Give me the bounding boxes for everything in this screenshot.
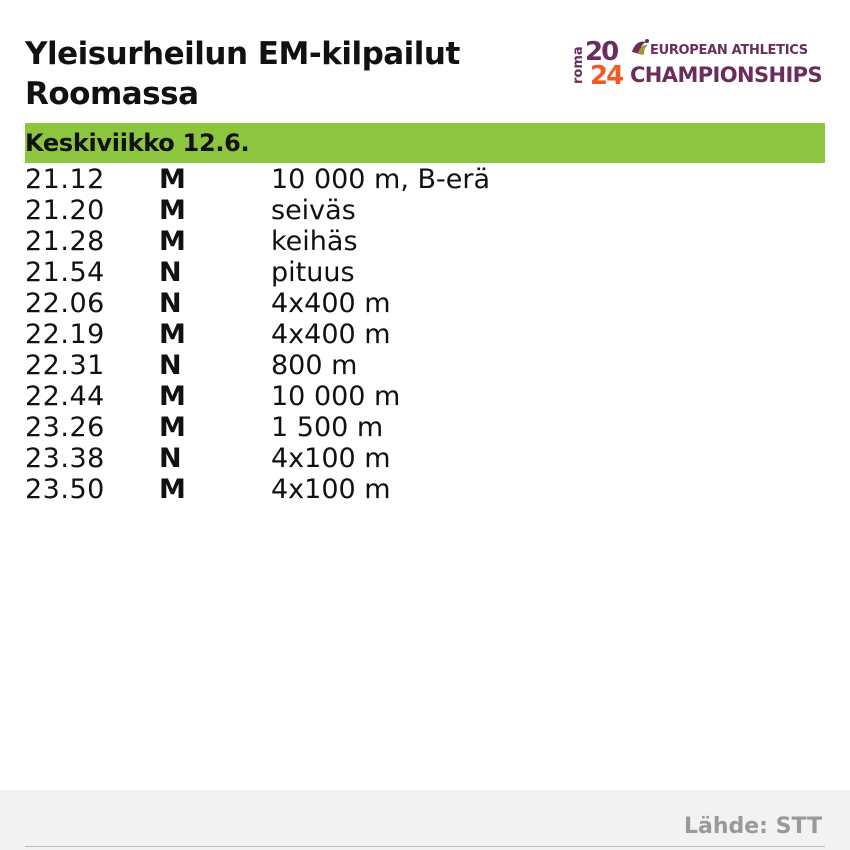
- athlete-emblem-icon: [632, 39, 649, 55]
- event-name: seiväs: [271, 195, 356, 226]
- page-title: [25, 34, 545, 114]
- logo-year-top: 20: [585, 37, 618, 67]
- event-gender: M: [159, 164, 186, 195]
- event-gender: M: [159, 195, 186, 226]
- schedule-list: [25, 164, 825, 505]
- event-name: 800 m: [271, 350, 358, 381]
- event-gender: N: [159, 257, 182, 288]
- logo-roma-text: roma: [571, 46, 586, 84]
- event-gender: M: [159, 474, 186, 505]
- event-time: 23.50: [25, 474, 105, 505]
- event-gender: M: [159, 226, 186, 257]
- championships-logo: [570, 34, 830, 88]
- schedule-row: [25, 474, 825, 505]
- event-time: 21.20: [25, 195, 105, 226]
- event-time: 22.06: [25, 288, 105, 319]
- event-time: 22.31: [25, 350, 105, 381]
- event-gender: N: [159, 288, 182, 319]
- event-time: 22.44: [25, 381, 105, 412]
- event-time: 21.54: [25, 257, 105, 288]
- title-line-2: Roomassa: [25, 76, 199, 112]
- event-gender: N: [159, 443, 182, 474]
- logo-line-2: CHAMPIONSHIPS: [630, 63, 822, 87]
- event-gender: N: [159, 350, 182, 381]
- schedule-row: [25, 443, 825, 474]
- schedule-row: [25, 319, 825, 350]
- day-banner: [25, 123, 825, 163]
- source-label: Lähde: STT: [683, 814, 822, 839]
- schedule-row: [25, 381, 825, 412]
- event-gender: M: [159, 381, 186, 412]
- event-gender: M: [159, 319, 186, 350]
- schedule-row: [25, 195, 825, 226]
- schedule-row: [25, 350, 825, 381]
- schedule-row: [25, 288, 825, 319]
- schedule-row: [25, 257, 825, 288]
- event-time: 22.19: [25, 319, 105, 350]
- event-name: 10 000 m: [271, 381, 401, 412]
- event-name: 4x100 m: [271, 474, 391, 505]
- event-name: keihäs: [271, 226, 358, 257]
- logo-line-1: EUROPEAN ATHLETICS: [650, 43, 808, 58]
- event-gender: M: [159, 412, 186, 443]
- event-time: 23.26: [25, 412, 105, 443]
- event-name: 1 500 m: [271, 412, 384, 443]
- event-name: pituus: [271, 257, 355, 288]
- event-time: 23.38: [25, 443, 105, 474]
- footer: [0, 790, 850, 850]
- schedule-row: [25, 164, 825, 195]
- schedule-row: [25, 226, 825, 257]
- event-name: 4x400 m: [271, 288, 391, 319]
- footer-divider: [25, 846, 825, 847]
- logo-year-bottom: 24: [590, 61, 623, 88]
- schedule-row: [25, 412, 825, 443]
- day-label: Keskiviikko 12.6.: [25, 129, 250, 157]
- event-time: 21.12: [25, 164, 105, 195]
- event-name: 4x100 m: [271, 443, 391, 474]
- event-time: 21.28: [25, 226, 105, 257]
- title-line-1: Yleisurheilun EM-kilpailut: [25, 36, 460, 72]
- event-name: 4x400 m: [271, 319, 391, 350]
- event-name: 10 000 m, B-erä: [271, 164, 491, 195]
